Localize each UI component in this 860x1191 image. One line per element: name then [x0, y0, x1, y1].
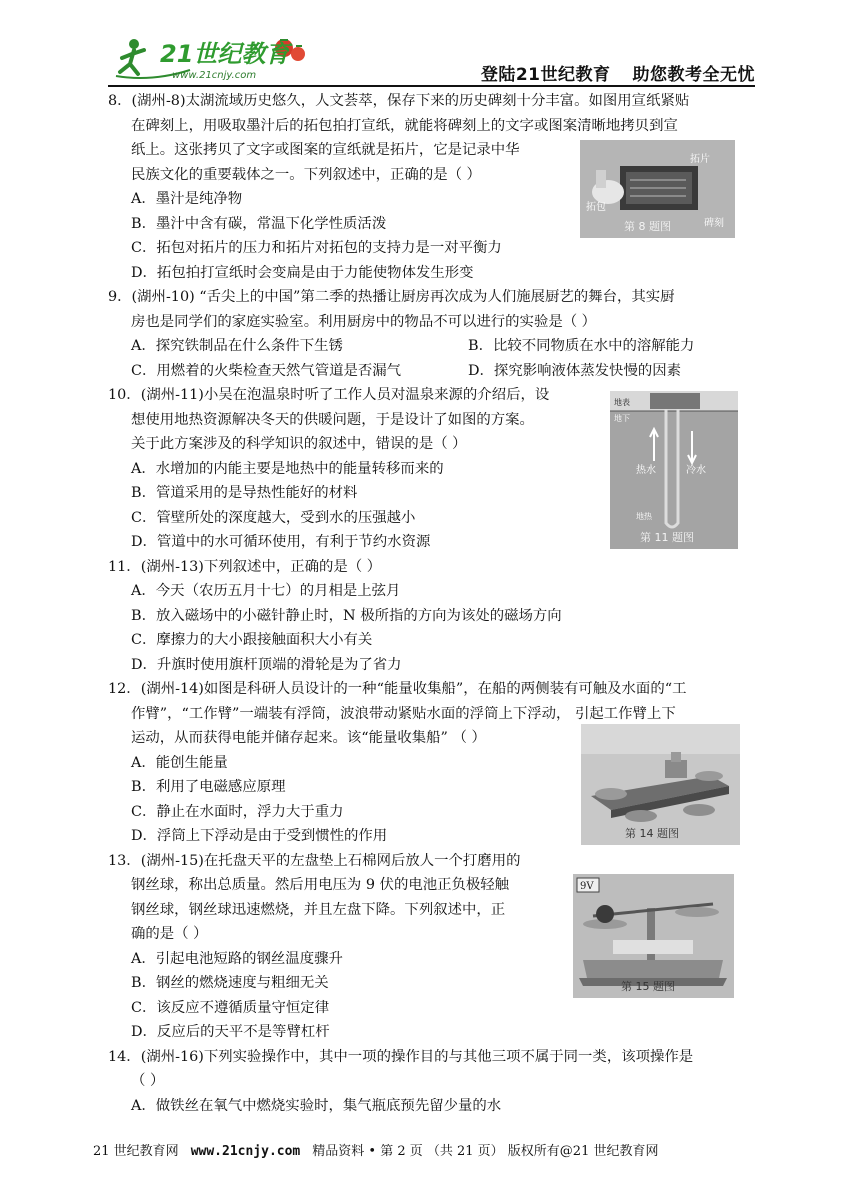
question-8-option-d: D．拓包拍打宣纸时会变扁是由于力能使物体发生形变: [131, 264, 474, 281]
question-11-option-a: A．今天（农历五月十七）的月相是上弦月: [131, 583, 401, 599]
question-12-option-b: B．利用了电磁感应原理: [131, 779, 286, 795]
geothermal-illustration: [610, 391, 738, 549]
figure-rubbing: [580, 140, 735, 238]
question-12-line-1: 12．(湖州-14)如图是科研人员设计的一种“能量收集船”，在船的两侧装有可触及水面的“工: [108, 681, 687, 697]
question-13-line-1: 13．(湖州-15)在托盘天平的左盘垫上石棉网后放人一个打磨用的: [108, 852, 521, 869]
label-dixia: 地下: [614, 414, 630, 423]
label-lengshui: 冷水: [686, 465, 706, 476]
question-12-line-2: 作臂”，“工作臂”一端装有浮筒，波浪带动紧贴水面的浮筒上下浮动， 引起工作臂上下: [131, 705, 676, 722]
question-14-line-1: 14．(湖州-16)下列实验操作中，其中一项的操作目的与其他三项不属于同一类，该项操作是: [108, 1048, 694, 1065]
question-10-option-b: B．管道采用的是导热性能好的材料: [131, 485, 358, 501]
header-slogan: [481, 60, 755, 85]
page-footer: [93, 1140, 658, 1159]
question-13-option-d: D．反应后的天平不是等臂杠杆: [131, 1024, 330, 1040]
footer-left: 21 世纪教育网: [93, 1144, 179, 1159]
question-10-line-2: 想使用地热资源解决冬天的供暖问题，于是设计了如图的方案。: [131, 411, 534, 428]
label-tuobao: 拓包: [586, 202, 606, 213]
label-9v: 9V: [580, 881, 594, 892]
question-13-line-2: 钢丝球，称出总质量。然后用电压为 9 伏的电池正负极轻触: [131, 877, 510, 893]
logo-text: 21世纪教育: [160, 40, 290, 68]
question-13-option-a: A．引起电池短路的钢丝温度骤升: [131, 950, 343, 967]
figure-15-caption: 第 15 题图: [621, 980, 675, 993]
question-10-option-c: C．管壁所处的深度越大，受到水的压强越小: [131, 509, 416, 526]
question-10-option-a: A．水增加的内能主要是地热中的能量转移而来的: [131, 460, 444, 477]
footer-right: 精品资料 • 第 2 页 （共 21 页） 版权所有@21 世纪教育网: [312, 1144, 659, 1159]
question-8-option-c: C．拓包对拓片的压力和拓片对拓包的支持力是一对平衡力: [131, 240, 502, 256]
figure-energy-boat: [581, 724, 740, 845]
label-beike: 碑刻: [704, 218, 724, 229]
question-9-line-2: 房也是同学们的家庭实验室。利用厨房中的物品不可以进行的实验是（ ）: [131, 313, 597, 330]
label-dibiao: 地表: [614, 398, 630, 407]
question-11-option-b: B．放入磁场中的小磁针静止时，N 极所指的方向为该处的磁场方向: [131, 607, 562, 624]
question-10-line-3: 关于此方案涉及的科学知识的叙述中，错误的是（ ）: [131, 436, 467, 452]
figure-balance: [573, 874, 734, 998]
figure-8-caption: 第 8 题图: [624, 220, 671, 233]
question-8-line-1: 8．(湖州-8)太湖流域历史悠久，人文荟萃，保存下来的历史碑刻十分丰富。如图用宣纸紧贴: [108, 93, 690, 109]
figure-14-caption: 第 14 题图: [625, 827, 679, 840]
question-12-line-3: 运动，从而获得电能并储存起来。该“能量收集船” （ ）: [131, 730, 486, 746]
question-8-option-b: B．墨汁中含有碳，常温下化学性质活泼: [131, 215, 387, 232]
question-12-option-d: D．浮筒上下浮动是由于受到惯性的作用: [131, 828, 388, 844]
footer-site-link[interactable]: www.21cnjy.com: [190, 1144, 301, 1159]
question-12-option-c: C．静止在水面时，浮力大于重力: [131, 803, 344, 820]
question-9-line-1: 9．(湖州-10) “舌尖上的中国”第二季的热播让厨房再次成为人们施展厨艺的舞台，其实厨: [108, 289, 675, 305]
header-slogan-1: 登陆21世纪教育: [480, 65, 611, 85]
figure-11-caption: 第 11 题图: [640, 531, 694, 544]
question-11-line-1: 11．(湖州-13)下列叙述中，正确的是（ ）: [108, 558, 382, 575]
question-14-line-2: （ ）: [131, 1073, 165, 1089]
label-dire: 地热: [636, 512, 652, 521]
question-13-option-b: B．钢丝的燃烧速度与粗细无关: [131, 975, 329, 991]
question-9-option-b: B．比较不同物质在水中的溶解能力: [468, 338, 695, 354]
question-12-option-a: A．能创生能量: [131, 754, 228, 771]
question-14-option-a: A．做铁丝在氧气中燃烧实验时，集气瓶底预先留少量的水: [131, 1097, 502, 1114]
logo-url: www.21cnjy.com: [172, 70, 257, 81]
header-slogan-2: 助您教考全无忧: [632, 65, 755, 85]
figure-geothermal: [610, 391, 738, 549]
question-9-option-a: A．探究铁制品在什么条件下生锈: [131, 338, 343, 354]
question-13-line-4: 确的是（ ）: [131, 926, 208, 942]
question-11-option-d: D．升旗时使用旗杆顶端的滑轮是为了省力: [131, 656, 402, 673]
question-9-option-d: D．探究影响液体蒸发快慢的因素: [468, 362, 682, 379]
question-8-line-4: 民族文化的重要载体之一。下列叙述中，正确的是（ ）: [131, 166, 481, 183]
question-8-line-3: 纸上。这张拷贝了文字或图案的宣纸就是拓片，它是记录中华: [131, 142, 520, 158]
question-13-line-3: 钢丝球，钢丝球迅速燃烧，并且左盘下降。下列叙述中，正: [131, 901, 506, 918]
header-divider: [108, 85, 755, 87]
question-8-option-a: A．墨汁是纯净物: [131, 191, 243, 207]
question-9-option-c: C．用燃着的火柴检查天然气管道是否漏气: [131, 362, 402, 379]
question-11-option-c: C．摩擦力的大小跟接触面积大小有关: [131, 632, 373, 648]
question-10-option-d: D．管道中的水可循环使用，有利于节约水资源: [131, 534, 431, 550]
label-reshui: 热水: [636, 465, 656, 476]
label-tuopian: 拓片: [690, 154, 710, 165]
question-10-line-1: 10．(湖州-11)小吴在泡温泉时听了工作人员对温泉来源的介绍后，设: [108, 387, 550, 403]
question-13-option-c: C．该反应不遵循质量守恒定律: [131, 999, 330, 1016]
question-8-line-2: 在碑刻上，用吸取墨汁后的拓包拍打宣纸，就能将碑刻上的文字或图案清晰地拷贝到宣: [131, 117, 678, 134]
site-logo: [112, 30, 312, 86]
